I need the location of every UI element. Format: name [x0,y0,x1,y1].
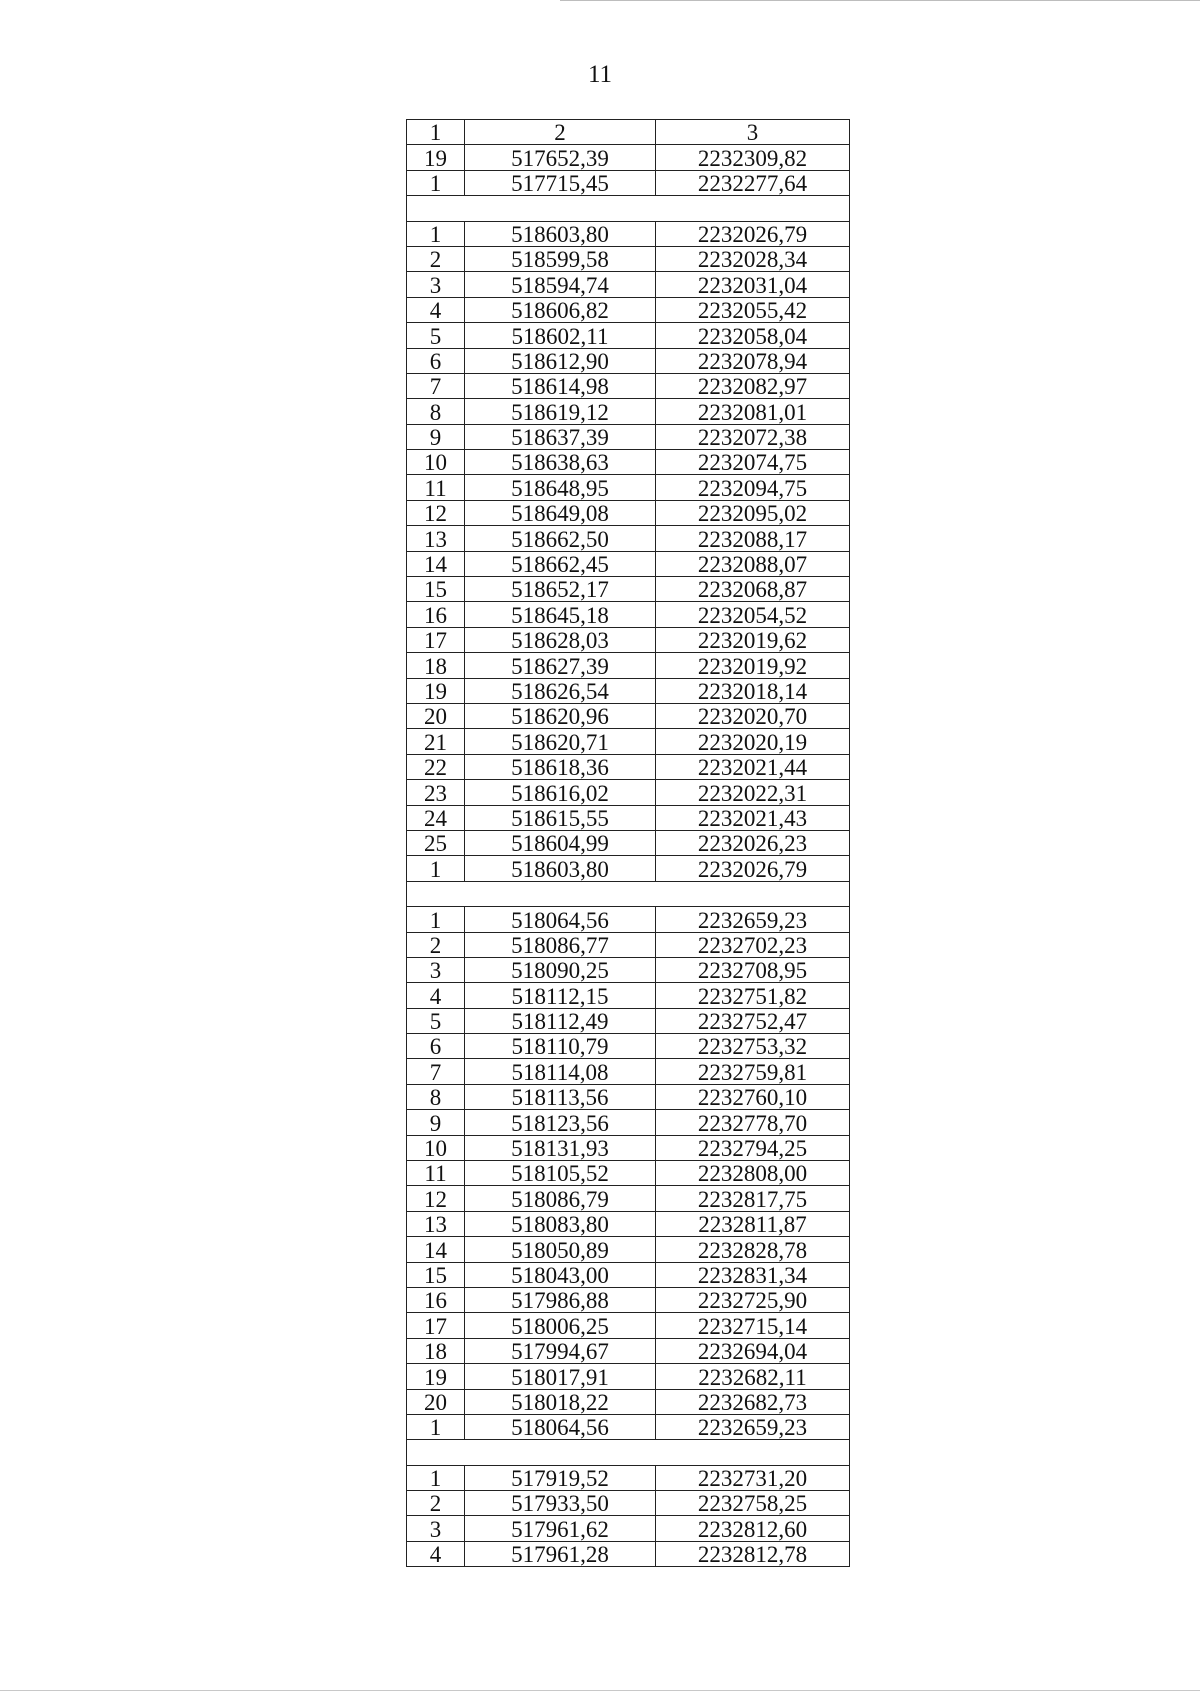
point-number-cell: 18 [407,653,465,678]
x-coordinate-cell: 518090,25 [465,957,656,982]
table-row [407,1287,850,1312]
y-coordinate-cell: 2232760,10 [656,1084,850,1109]
x-coordinate-cell: 517919,52 [465,1465,656,1490]
x-coordinate-cell: 517933,50 [465,1491,656,1516]
y-coordinate-cell: 2232031,04 [656,272,850,297]
point-number-cell: 3 [407,1516,465,1541]
header-cell-point: 1 [407,120,465,145]
x-coordinate-cell: 518618,36 [465,754,656,779]
x-coordinate-cell: 518050,89 [465,1237,656,1262]
point-number-cell: 1 [407,170,465,195]
y-coordinate-cell: 2232811,87 [656,1211,850,1236]
point-number-cell: 2 [407,246,465,271]
scan-edge-bottom [0,1690,1200,1691]
y-coordinate-cell: 2232058,04 [656,323,850,348]
x-coordinate-cell: 518662,50 [465,526,656,551]
x-coordinate-cell: 517961,28 [465,1541,656,1566]
table-row [407,780,850,805]
x-coordinate-cell: 518612,90 [465,348,656,373]
y-coordinate-cell: 2232019,62 [656,627,850,652]
point-number-cell: 12 [407,1186,465,1211]
point-number-cell: 9 [407,1110,465,1135]
x-coordinate-cell: 518606,82 [465,297,656,322]
x-coordinate-cell: 518112,15 [465,983,656,1008]
x-coordinate-cell: 518064,56 [465,1414,656,1439]
x-coordinate-cell: 517715,45 [465,170,656,195]
point-number-cell: 10 [407,1135,465,1160]
table-row [407,1262,850,1287]
x-coordinate-cell: 518616,02 [465,780,656,805]
table-row [407,348,850,373]
point-number-cell: 8 [407,399,465,424]
group-separator-row [407,1440,850,1465]
y-coordinate-cell: 2232708,95 [656,957,850,982]
point-number-cell: 1 [407,856,465,881]
table-row [407,1414,850,1439]
table-row [407,1008,850,1033]
y-coordinate-cell: 2232731,20 [656,1465,850,1490]
x-coordinate-cell: 518615,55 [465,805,656,830]
point-number-cell: 9 [407,424,465,449]
x-coordinate-cell: 518086,77 [465,932,656,957]
x-coordinate-cell: 518017,91 [465,1364,656,1389]
y-coordinate-cell: 2232021,43 [656,805,850,830]
table-row [407,170,850,195]
x-coordinate-cell: 517652,39 [465,145,656,170]
point-number-cell: 11 [407,475,465,500]
point-number-cell: 1 [407,221,465,246]
table-row [407,1161,850,1186]
point-number-cell: 10 [407,450,465,475]
y-coordinate-cell: 2232759,81 [656,1059,850,1084]
header-cell-x: 2 [465,120,656,145]
group-separator-row [407,881,850,906]
table-row [407,1059,850,1084]
x-coordinate-cell: 518043,00 [465,1262,656,1287]
coordinates-table-body [407,120,850,1567]
point-number-cell: 3 [407,272,465,297]
table-row [407,1313,850,1338]
x-coordinate-cell: 518645,18 [465,602,656,627]
x-coordinate-cell: 517986,88 [465,1287,656,1312]
point-number-cell: 13 [407,526,465,551]
point-number-cell: 20 [407,703,465,728]
y-coordinate-cell: 2232068,87 [656,577,850,602]
table-row [407,1084,850,1109]
y-coordinate-cell: 2232659,23 [656,907,850,932]
table-row [407,805,850,830]
y-coordinate-cell: 2232018,14 [656,678,850,703]
point-number-cell: 19 [407,1364,465,1389]
y-coordinate-cell: 2232828,78 [656,1237,850,1262]
y-coordinate-cell: 2232082,97 [656,373,850,398]
y-coordinate-cell: 2232074,75 [656,450,850,475]
point-number-cell: 14 [407,551,465,576]
table-row [407,1516,850,1541]
x-coordinate-cell: 518006,25 [465,1313,656,1338]
point-number-cell: 11 [407,1161,465,1186]
y-coordinate-cell: 2232812,78 [656,1541,850,1566]
point-number-cell: 6 [407,1034,465,1059]
y-coordinate-cell: 2232808,00 [656,1161,850,1186]
point-number-cell: 1 [407,1465,465,1490]
table-row [407,500,850,525]
x-coordinate-cell: 518113,56 [465,1084,656,1109]
x-coordinate-cell: 518603,80 [465,856,656,881]
table-row [407,1186,850,1211]
table-row [407,577,850,602]
y-coordinate-cell: 2232055,42 [656,297,850,322]
x-coordinate-cell: 518649,08 [465,500,656,525]
table-row [407,1211,850,1236]
scan-edge-top [560,0,1200,1]
table-row [407,526,850,551]
group-separator-cell [407,196,850,221]
y-coordinate-cell: 2232758,25 [656,1491,850,1516]
x-coordinate-cell: 518594,74 [465,272,656,297]
x-coordinate-cell: 518086,79 [465,1186,656,1211]
x-coordinate-cell: 518599,58 [465,246,656,271]
y-coordinate-cell: 2232019,92 [656,653,850,678]
group-separator-row [407,196,850,221]
table-row [407,830,850,855]
x-coordinate-cell: 518105,52 [465,1161,656,1186]
coordinates-table [406,119,850,1567]
y-coordinate-cell: 2232794,25 [656,1135,850,1160]
table-row [407,653,850,678]
page-number: 11 [587,61,613,88]
group-separator-cell [407,881,850,906]
point-number-cell: 4 [407,297,465,322]
point-number-cell: 19 [407,678,465,703]
point-number-cell: 3 [407,957,465,982]
point-number-cell: 14 [407,1237,465,1262]
y-coordinate-cell: 2232309,82 [656,145,850,170]
y-coordinate-cell: 2232702,23 [656,932,850,957]
table-row [407,1135,850,1160]
y-coordinate-cell: 2232715,14 [656,1313,850,1338]
y-coordinate-cell: 2232753,32 [656,1034,850,1059]
x-coordinate-cell: 518603,80 [465,221,656,246]
table-header-row [407,120,850,145]
x-coordinate-cell: 518131,93 [465,1135,656,1160]
y-coordinate-cell: 2232817,75 [656,1186,850,1211]
point-number-cell: 1 [407,1414,465,1439]
group-separator-cell [407,1440,850,1465]
x-coordinate-cell: 518604,99 [465,830,656,855]
point-number-cell: 4 [407,983,465,1008]
y-coordinate-cell: 2232682,73 [656,1389,850,1414]
table-row [407,475,850,500]
table-row [407,424,850,449]
y-coordinate-cell: 2232078,94 [656,348,850,373]
x-coordinate-cell: 518114,08 [465,1059,656,1084]
x-coordinate-cell: 518637,39 [465,424,656,449]
table-row [407,323,850,348]
y-coordinate-cell: 2232088,17 [656,526,850,551]
x-coordinate-cell: 518652,17 [465,577,656,602]
x-coordinate-cell: 518619,12 [465,399,656,424]
x-coordinate-cell: 518638,63 [465,450,656,475]
x-coordinate-cell: 518123,56 [465,1110,656,1135]
x-coordinate-cell: 518648,95 [465,475,656,500]
x-coordinate-cell: 518614,98 [465,373,656,398]
point-number-cell: 15 [407,577,465,602]
y-coordinate-cell: 2232831,34 [656,1262,850,1287]
header-cell-y: 3 [656,120,850,145]
table-row [407,246,850,271]
point-number-cell: 16 [407,602,465,627]
y-coordinate-cell: 2232752,47 [656,1008,850,1033]
x-coordinate-cell: 518112,49 [465,1008,656,1033]
y-coordinate-cell: 2232778,70 [656,1110,850,1135]
table-row [407,932,850,957]
x-coordinate-cell: 518083,80 [465,1211,656,1236]
x-coordinate-cell: 518620,71 [465,729,656,754]
x-coordinate-cell: 518620,96 [465,703,656,728]
y-coordinate-cell: 2232751,82 [656,983,850,1008]
point-number-cell: 18 [407,1338,465,1363]
y-coordinate-cell: 2232095,02 [656,500,850,525]
table-row [407,678,850,703]
table-row [407,551,850,576]
y-coordinate-cell: 2232094,75 [656,475,850,500]
x-coordinate-cell: 518627,39 [465,653,656,678]
y-coordinate-cell: 2232812,60 [656,1516,850,1541]
point-number-cell: 24 [407,805,465,830]
point-number-cell: 8 [407,1084,465,1109]
y-coordinate-cell: 2232682,11 [656,1364,850,1389]
y-coordinate-cell: 2232021,44 [656,754,850,779]
point-number-cell: 19 [407,145,465,170]
table-row [407,957,850,982]
table-row [407,1491,850,1516]
table-row [407,399,850,424]
table-row [407,297,850,322]
y-coordinate-cell: 2232659,23 [656,1414,850,1439]
x-coordinate-cell: 518018,22 [465,1389,656,1414]
point-number-cell: 7 [407,1059,465,1084]
y-coordinate-cell: 2232020,70 [656,703,850,728]
table-row [407,1237,850,1262]
table-row [407,856,850,881]
y-coordinate-cell: 2232081,01 [656,399,850,424]
table-row [407,983,850,1008]
y-coordinate-cell: 2232054,52 [656,602,850,627]
y-coordinate-cell: 2232694,04 [656,1338,850,1363]
x-coordinate-cell: 517961,62 [465,1516,656,1541]
table-row [407,1034,850,1059]
point-number-cell: 16 [407,1287,465,1312]
x-coordinate-cell: 518602,11 [465,323,656,348]
point-number-cell: 2 [407,932,465,957]
y-coordinate-cell: 2232277,64 [656,170,850,195]
x-coordinate-cell: 517994,67 [465,1338,656,1363]
point-number-cell: 21 [407,729,465,754]
point-number-cell: 1 [407,907,465,932]
point-number-cell: 7 [407,373,465,398]
point-number-cell: 20 [407,1389,465,1414]
table-row [407,1541,850,1566]
point-number-cell: 2 [407,1491,465,1516]
point-number-cell: 4 [407,1541,465,1566]
table-row [407,602,850,627]
table-row [407,221,850,246]
y-coordinate-cell: 2232020,19 [656,729,850,754]
y-coordinate-cell: 2232072,38 [656,424,850,449]
table-row [407,729,850,754]
point-number-cell: 17 [407,627,465,652]
point-number-cell: 6 [407,348,465,373]
point-number-cell: 22 [407,754,465,779]
point-number-cell: 12 [407,500,465,525]
x-coordinate-cell: 518064,56 [465,907,656,932]
table-row [407,145,850,170]
y-coordinate-cell: 2232026,23 [656,830,850,855]
y-coordinate-cell: 2232028,34 [656,246,850,271]
point-number-cell: 5 [407,323,465,348]
table-row [407,703,850,728]
x-coordinate-cell: 518110,79 [465,1034,656,1059]
table-row [407,907,850,932]
x-coordinate-cell: 518662,45 [465,551,656,576]
table-row [407,627,850,652]
y-coordinate-cell: 2232026,79 [656,221,850,246]
point-number-cell: 15 [407,1262,465,1287]
y-coordinate-cell: 2232725,90 [656,1287,850,1312]
table-row [407,1338,850,1363]
table-row [407,272,850,297]
table-row [407,1389,850,1414]
y-coordinate-cell: 2232022,31 [656,780,850,805]
point-number-cell: 13 [407,1211,465,1236]
y-coordinate-cell: 2232026,79 [656,856,850,881]
table-row [407,1364,850,1389]
table-row [407,1110,850,1135]
table-row [407,373,850,398]
point-number-cell: 5 [407,1008,465,1033]
x-coordinate-cell: 518628,03 [465,627,656,652]
table-row [407,1465,850,1490]
point-number-cell: 17 [407,1313,465,1338]
table-row [407,450,850,475]
x-coordinate-cell: 518626,54 [465,678,656,703]
point-number-cell: 25 [407,830,465,855]
point-number-cell: 23 [407,780,465,805]
table-row [407,754,850,779]
y-coordinate-cell: 2232088,07 [656,551,850,576]
